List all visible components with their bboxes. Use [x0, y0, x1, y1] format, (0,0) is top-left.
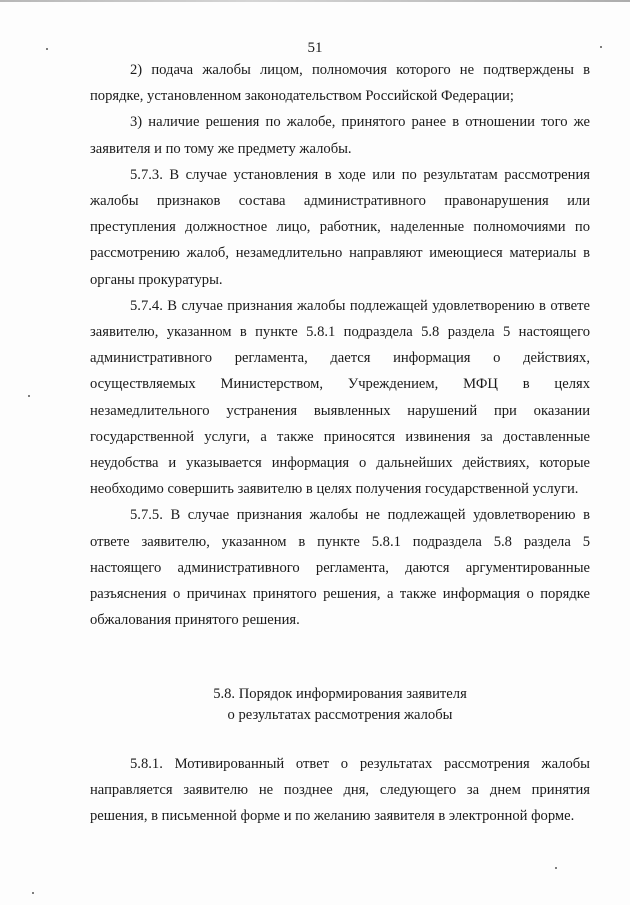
scan-speck: [28, 395, 30, 397]
page-number: 51: [307, 40, 323, 56]
section-heading-line2: о результатах рассмотрения жалобы: [227, 707, 453, 723]
section-heading: [90, 684, 590, 726]
paragraph-5-7-3: 5.7.3. В случае установления в ходе или по результатам рассмотрения жалобы признаков состава административного правонарушения или преступления должностное лицо, работник, наделенные полномочиями по рассмотрению жалоб, незамедлительно направляют имеющиеся материалы в органы прокуратуры.: [90, 166, 590, 288]
body-text-top: [90, 57, 590, 633]
paragraph-item-2: 2) подача жалобы лицом, полномочия которого не подтверждены в порядке, установленном законодательством Российской Федерации;: [90, 62, 590, 105]
paragraph-5-7-5: 5.7.5. В случае признания жалобы не подлежащей удовлетворению в ответе заявителю, указанном в пункте 5.8.1 подраздела 5.8 раздела 5 настоящего административного регламента, даются аргументированные разъяснения о причинах принятого решения, а также информация о порядке обжалования принятого решения.: [90, 507, 590, 629]
scan-speck: [46, 48, 48, 50]
paragraph-item-3: 3) наличие решения по жалобе, принятого ранее в отношении того же заявителя и по тому же предмету жалобы.: [90, 114, 590, 157]
paragraph-5-8-1: 5.8.1. Мотивированный ответ о результатах рассмотрения жалобы направляется заявителю не позднее дня, следующего за днем принятия решения, в письменной форме и по желанию заявителя в электронной форме.: [90, 756, 590, 825]
scan-speck: [555, 867, 557, 869]
scan-edge: [0, 0, 630, 2]
scan-speck: [600, 46, 602, 48]
paragraph-5-7-4: 5.7.4. В случае признания жалобы подлежащей удовлетворению в ответе заявителю, указанном в пункте 5.8.1 подраздела 5.8 раздела 5 настоящего административного регламента, дается информация о действиях, осуществляемых Министерством, Учреждением, МФЦ в целях незамедлительного устранения выявленных нарушений при оказании государственной услуги, а также приносятся извинения за доставленные неудобства и указывается информация о дальнейших действиях, которые необходимо совершить заявителю в целях получения государственной услуги.: [90, 297, 590, 498]
scan-speck: [32, 892, 34, 894]
body-text-bottom: [90, 751, 590, 830]
section-heading-line1: 5.8. Порядок информирования заявителя: [213, 686, 467, 702]
